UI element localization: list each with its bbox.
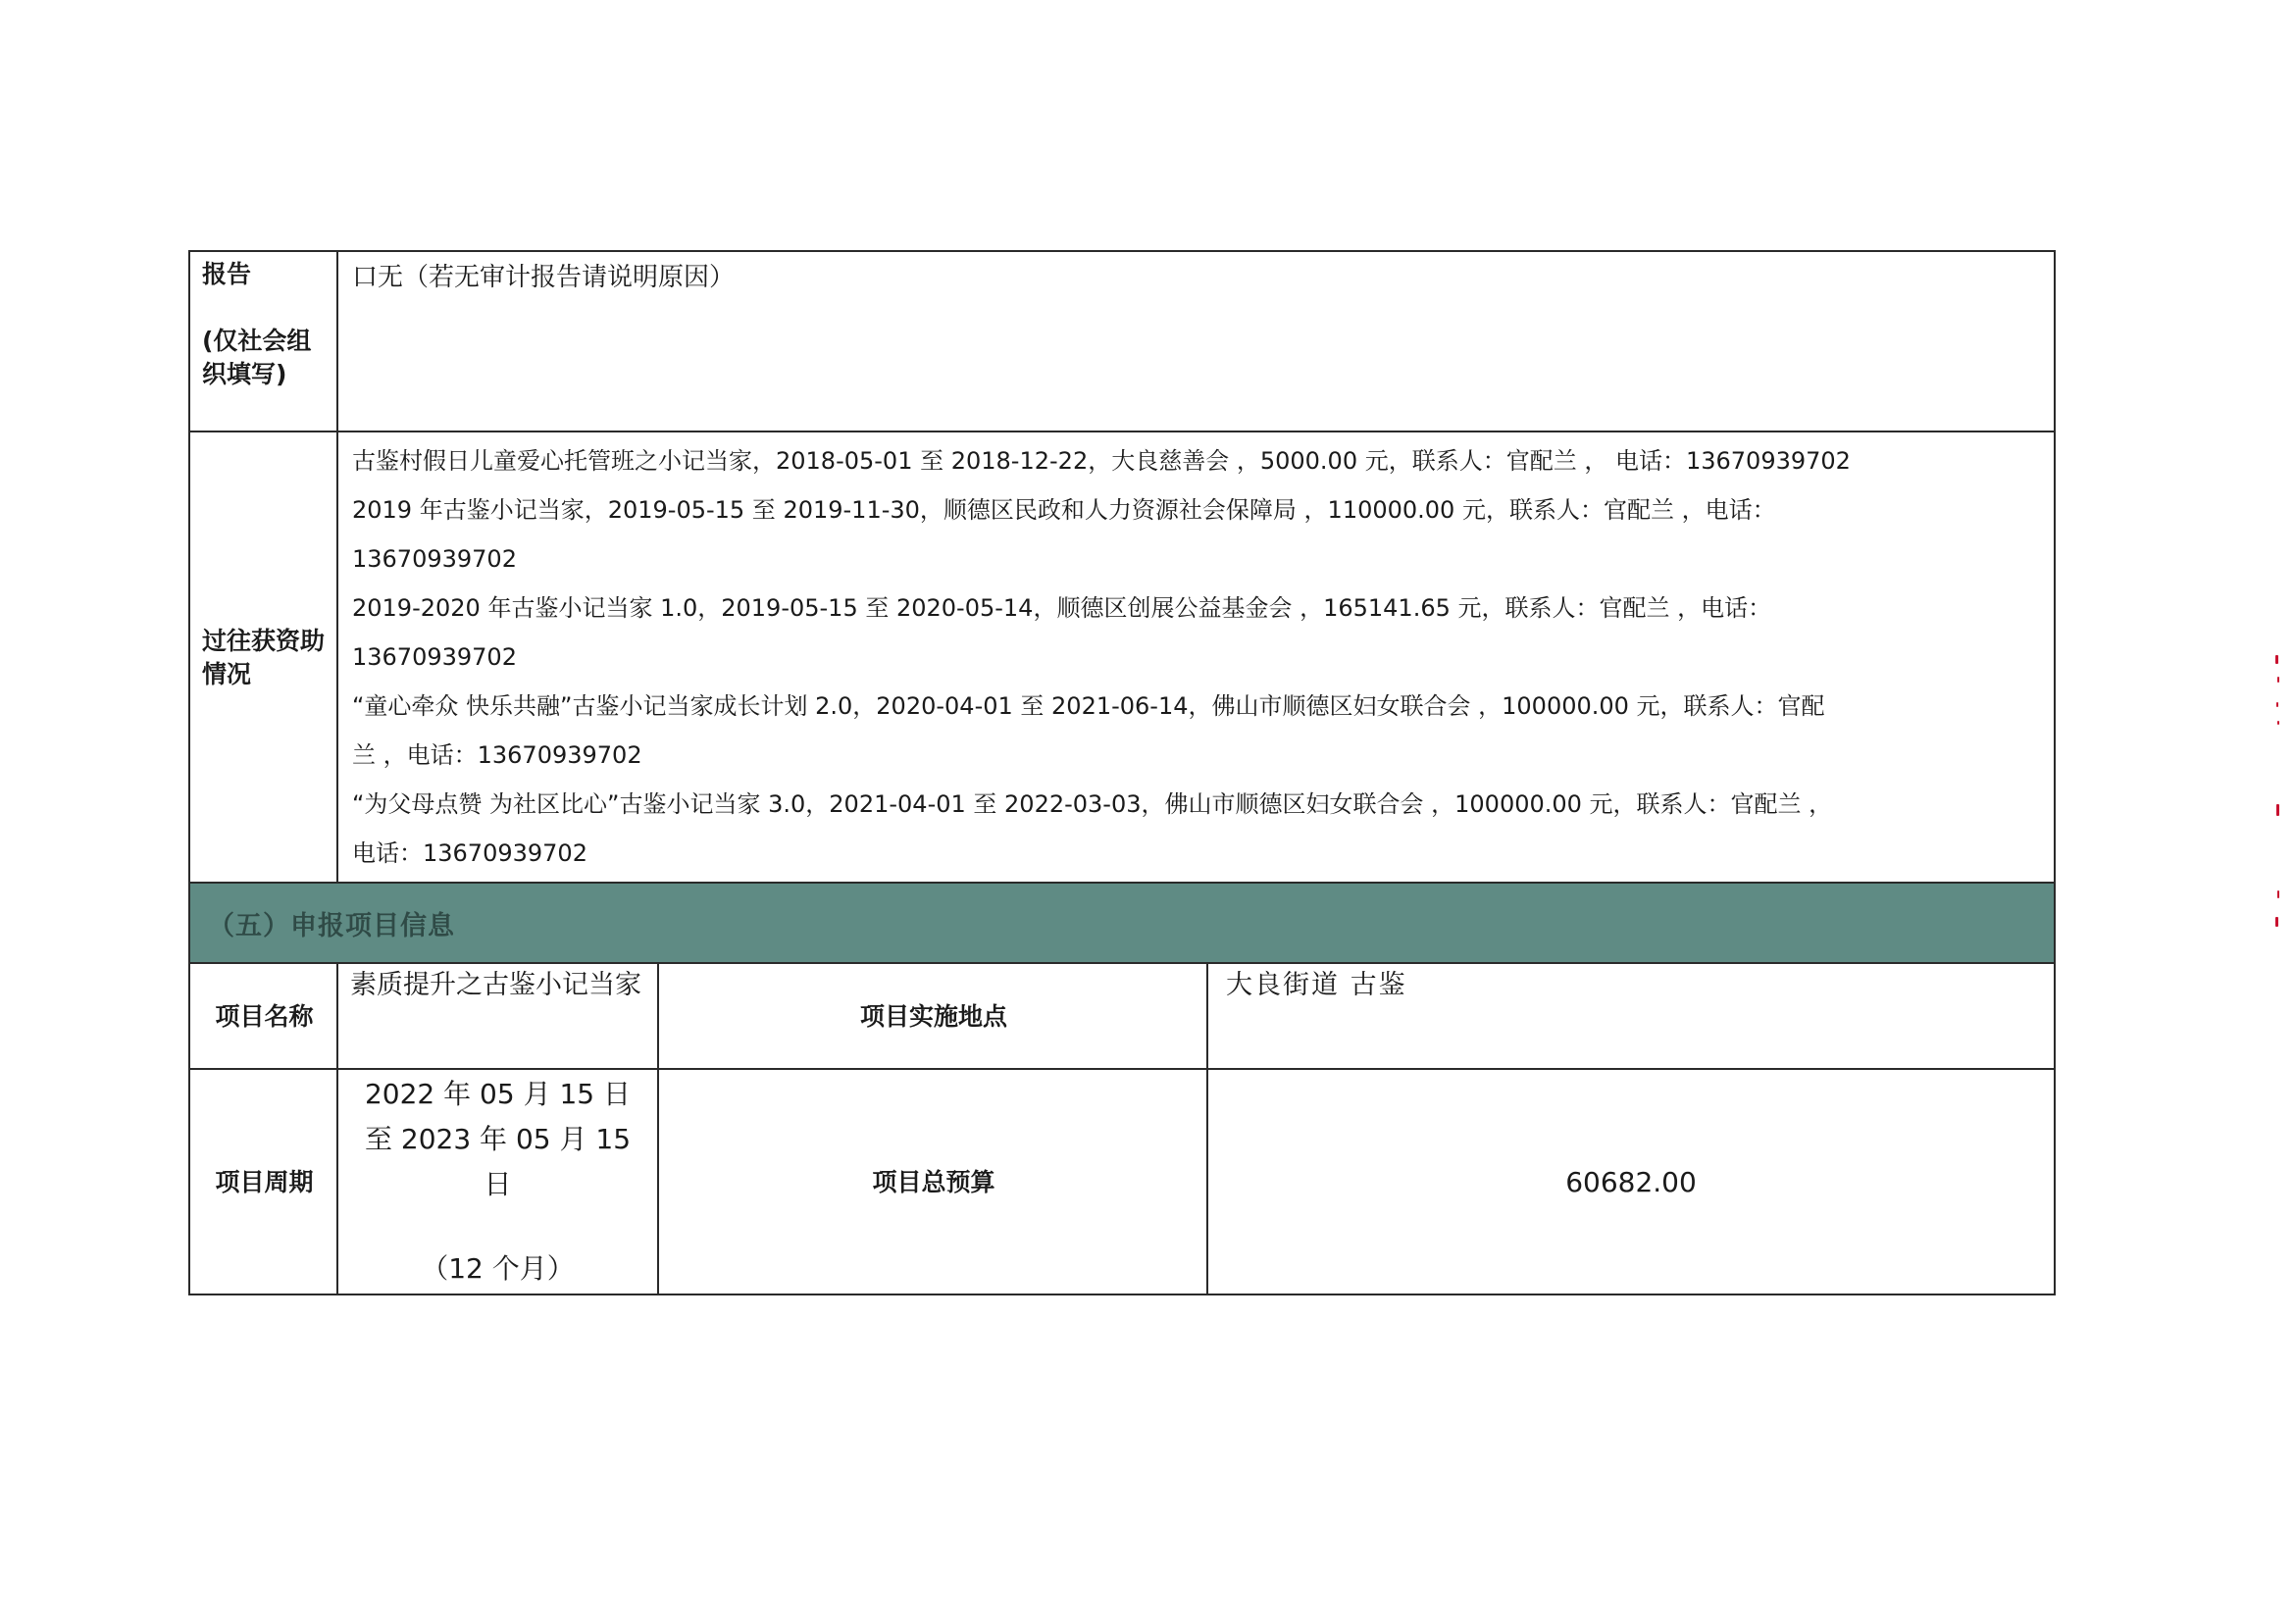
scan-mark [2276, 702, 2278, 707]
project-name-value: 素质提升之古鉴小记当家 [337, 963, 658, 1069]
project-period-label: 项目周期 [189, 1069, 337, 1294]
application-form-table [188, 250, 2056, 1295]
funding-line: “童心牵众 快乐共融”古鉴小记当家成长计划 2.0，2020-04-01 至 2021-06-14，佛山市顺德区妇女联合会 ，100000.00 元，联系人：官配 [352, 692, 1825, 720]
past-funding-row [189, 431, 2055, 883]
project-name-label: 项目名称 [189, 963, 337, 1069]
project-period-row [189, 1069, 2055, 1294]
funding-line: 古鉴村假日儿童爱心托管班之小记当家，2018-05-01 至 2018-12-22，大良慈善会 ，5000.00 元，联系人：官配兰 ， 电话：13670939702 [352, 447, 1851, 475]
project-period-value [337, 1069, 658, 1294]
scan-mark [2275, 917, 2278, 927]
funding-line: 2019-2020 年古鉴小记当家 1.0，2019-05-15 至 2020-05-14，顺德区创展公益基金会 ，165141.65 元，联系人：官配兰 ，电话： [352, 594, 1772, 622]
section-header-row [189, 883, 2055, 963]
audit-report-value: 口无（若无审计报告请说明原因） [352, 263, 736, 292]
project-budget-label: 项目总预算 [658, 1069, 1207, 1294]
scan-mark [2277, 890, 2279, 898]
scan-mark [2277, 677, 2279, 683]
audit-report-label-line2: (仅社会组织填写) [202, 327, 312, 388]
funding-line: 2019 年古鉴小记当家，2019-05-15 至 2019-11-30，顺德区民政和人力资源社会保障局 ，110000.00 元，联系人：官配兰 ，电话： [352, 496, 1776, 524]
period-duration: （12 个月） [421, 1252, 575, 1285]
project-name-row [189, 963, 2055, 1069]
past-funding-list [337, 431, 2055, 883]
period-end-suffix: 日 [484, 1168, 512, 1200]
audit-report-label-line1: 报告 [202, 260, 252, 288]
scan-mark [2276, 804, 2279, 816]
project-location-value: 大良街道 古鉴 [1207, 963, 2055, 1069]
funding-line: “为父母点赞 为社区比心”古鉴小记当家 3.0，2021-04-01 至 2022-03-03，佛山市顺德区妇女联合会 ，100000.00 元，联系人：官配兰 ， [352, 790, 1833, 818]
audit-report-row [189, 251, 2055, 431]
past-funding-label: 过往获资助情况 [202, 627, 326, 688]
funding-line: 13670939702 [352, 643, 517, 671]
scan-mark [2275, 655, 2278, 664]
scan-mark [2277, 721, 2279, 725]
project-location-label: 项目实施地点 [658, 963, 1207, 1069]
period-end: 至 2023 年 05 月 15 [364, 1123, 632, 1155]
section-header-cell [189, 883, 2055, 963]
section-title: （五）申报项目信息 [208, 910, 455, 941]
past-funding-label-cell [189, 431, 337, 883]
funding-line: 13670939702 [352, 545, 517, 573]
audit-report-label [189, 251, 337, 431]
period-start: 2022 年 05 月 15 日 [364, 1078, 632, 1110]
funding-line: 兰 ，电话：13670939702 [352, 741, 642, 769]
audit-report-value-cell [337, 251, 2055, 431]
funding-line: 电话：13670939702 [352, 839, 587, 867]
project-budget-value: 60682.00 [1207, 1069, 2055, 1294]
